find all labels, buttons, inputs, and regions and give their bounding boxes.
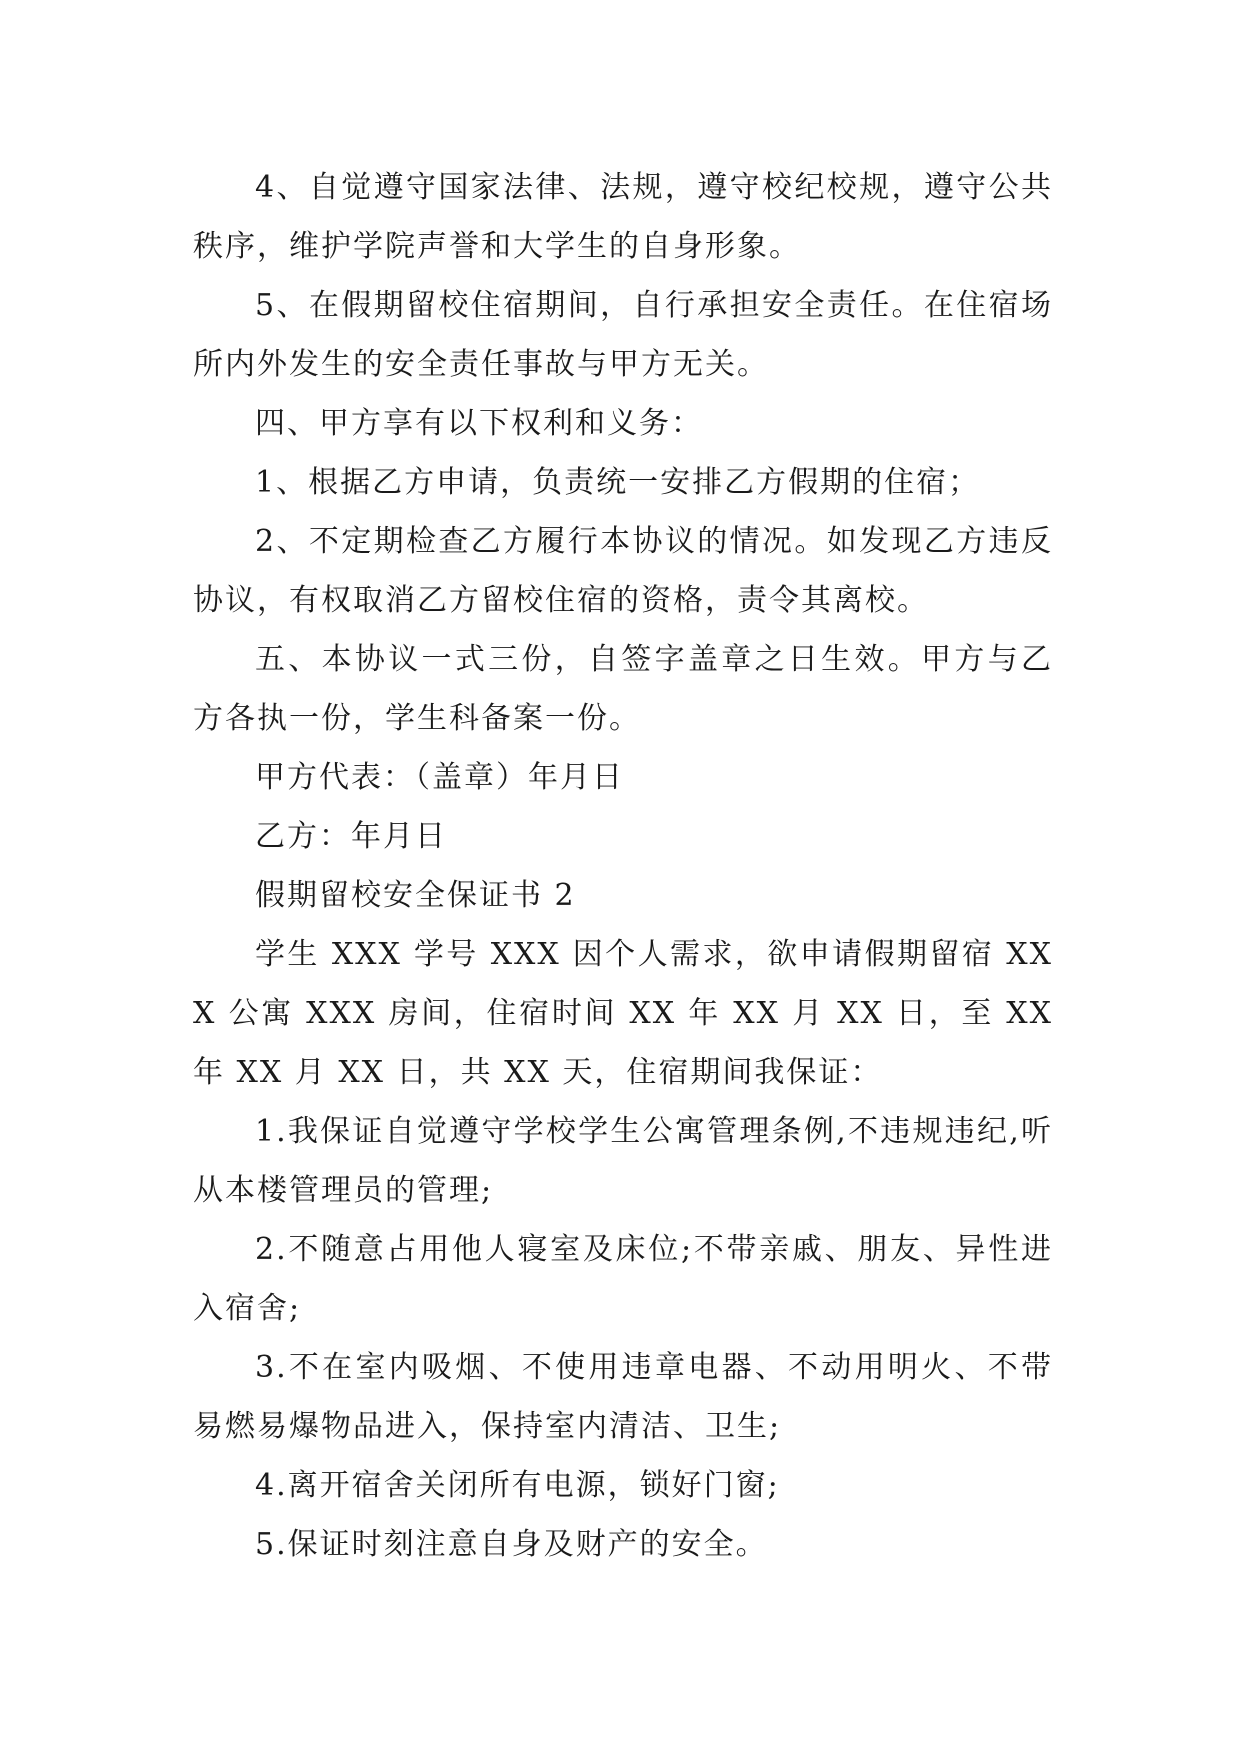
paragraph-guarantee-item-3: 3.不在室内吸烟、不使用违章电器、不动用明火、不带易燃易爆物品进入，保持室内清洁、卫生; <box>193 1350 1053 1444</box>
paragraph-copies-clause: 五、本协议一式三份，自签字盖章之日生效。甲方与乙方各执一份，学生科备案一份。 <box>193 642 1053 736</box>
paragraph-party-a-item-2: 2、不定期检查乙方履行本协议的情况。如发现乙方违反协议，有权取消乙方留校住宿的资格，责令其离校。 <box>193 524 1053 618</box>
paragraph-guarantee-item-2: 2.不随意占用他人寝室及床位;不带亲戚、朋友、异性进入宿舍; <box>193 1232 1053 1326</box>
signature-party-b: 乙方：年月日 <box>255 819 447 854</box>
section-title-guarantee-2: 假期留校安全保证书 2 <box>255 878 576 913</box>
paragraph-guarantee-item-1: 1.我保证自觉遵守学校学生公寓管理条例,不违规违纪,听从本楼管理员的管理; <box>193 1114 1053 1208</box>
section-heading-party-a-rights: 四、甲方享有以下权利和义务： <box>255 406 703 441</box>
signature-party-a: 甲方代表：（盖章）年月日 <box>255 760 624 795</box>
paragraph-guarantee-item-4: 4.离开宿舍关闭所有电源，锁好门窗; <box>255 1468 780 1503</box>
paragraph-guarantee-item-5: 5.保证时刻注意自身及财产的安全。 <box>255 1527 768 1562</box>
paragraph-clause-4: 4、自觉遵守国家法律、法规，遵守校纪校规，遵守公共秩序，维护学院声誉和大学生的自身形象。 <box>193 170 1053 264</box>
paragraph-party-a-item-1: 1、根据乙方申请，负责统一安排乙方假期的住宿； <box>255 465 981 500</box>
paragraph-clause-5: 5、在假期留校住宿期间，自行承担安全责任。在住宿场所内外发生的安全责任事故与甲方无关。 <box>193 288 1053 382</box>
document-body <box>193 158 1053 1574</box>
paragraph-guarantee-intro: 学生 XXX 学号 XXX 因个人需求，欲申请假期留宿 XXX 公寓 XXX 房间，住宿时间 XX 年 XX 月 XX 日，至 XX 年 XX 月 XX 日，共 XX 天，住宿期间我保证： <box>193 937 1053 1090</box>
